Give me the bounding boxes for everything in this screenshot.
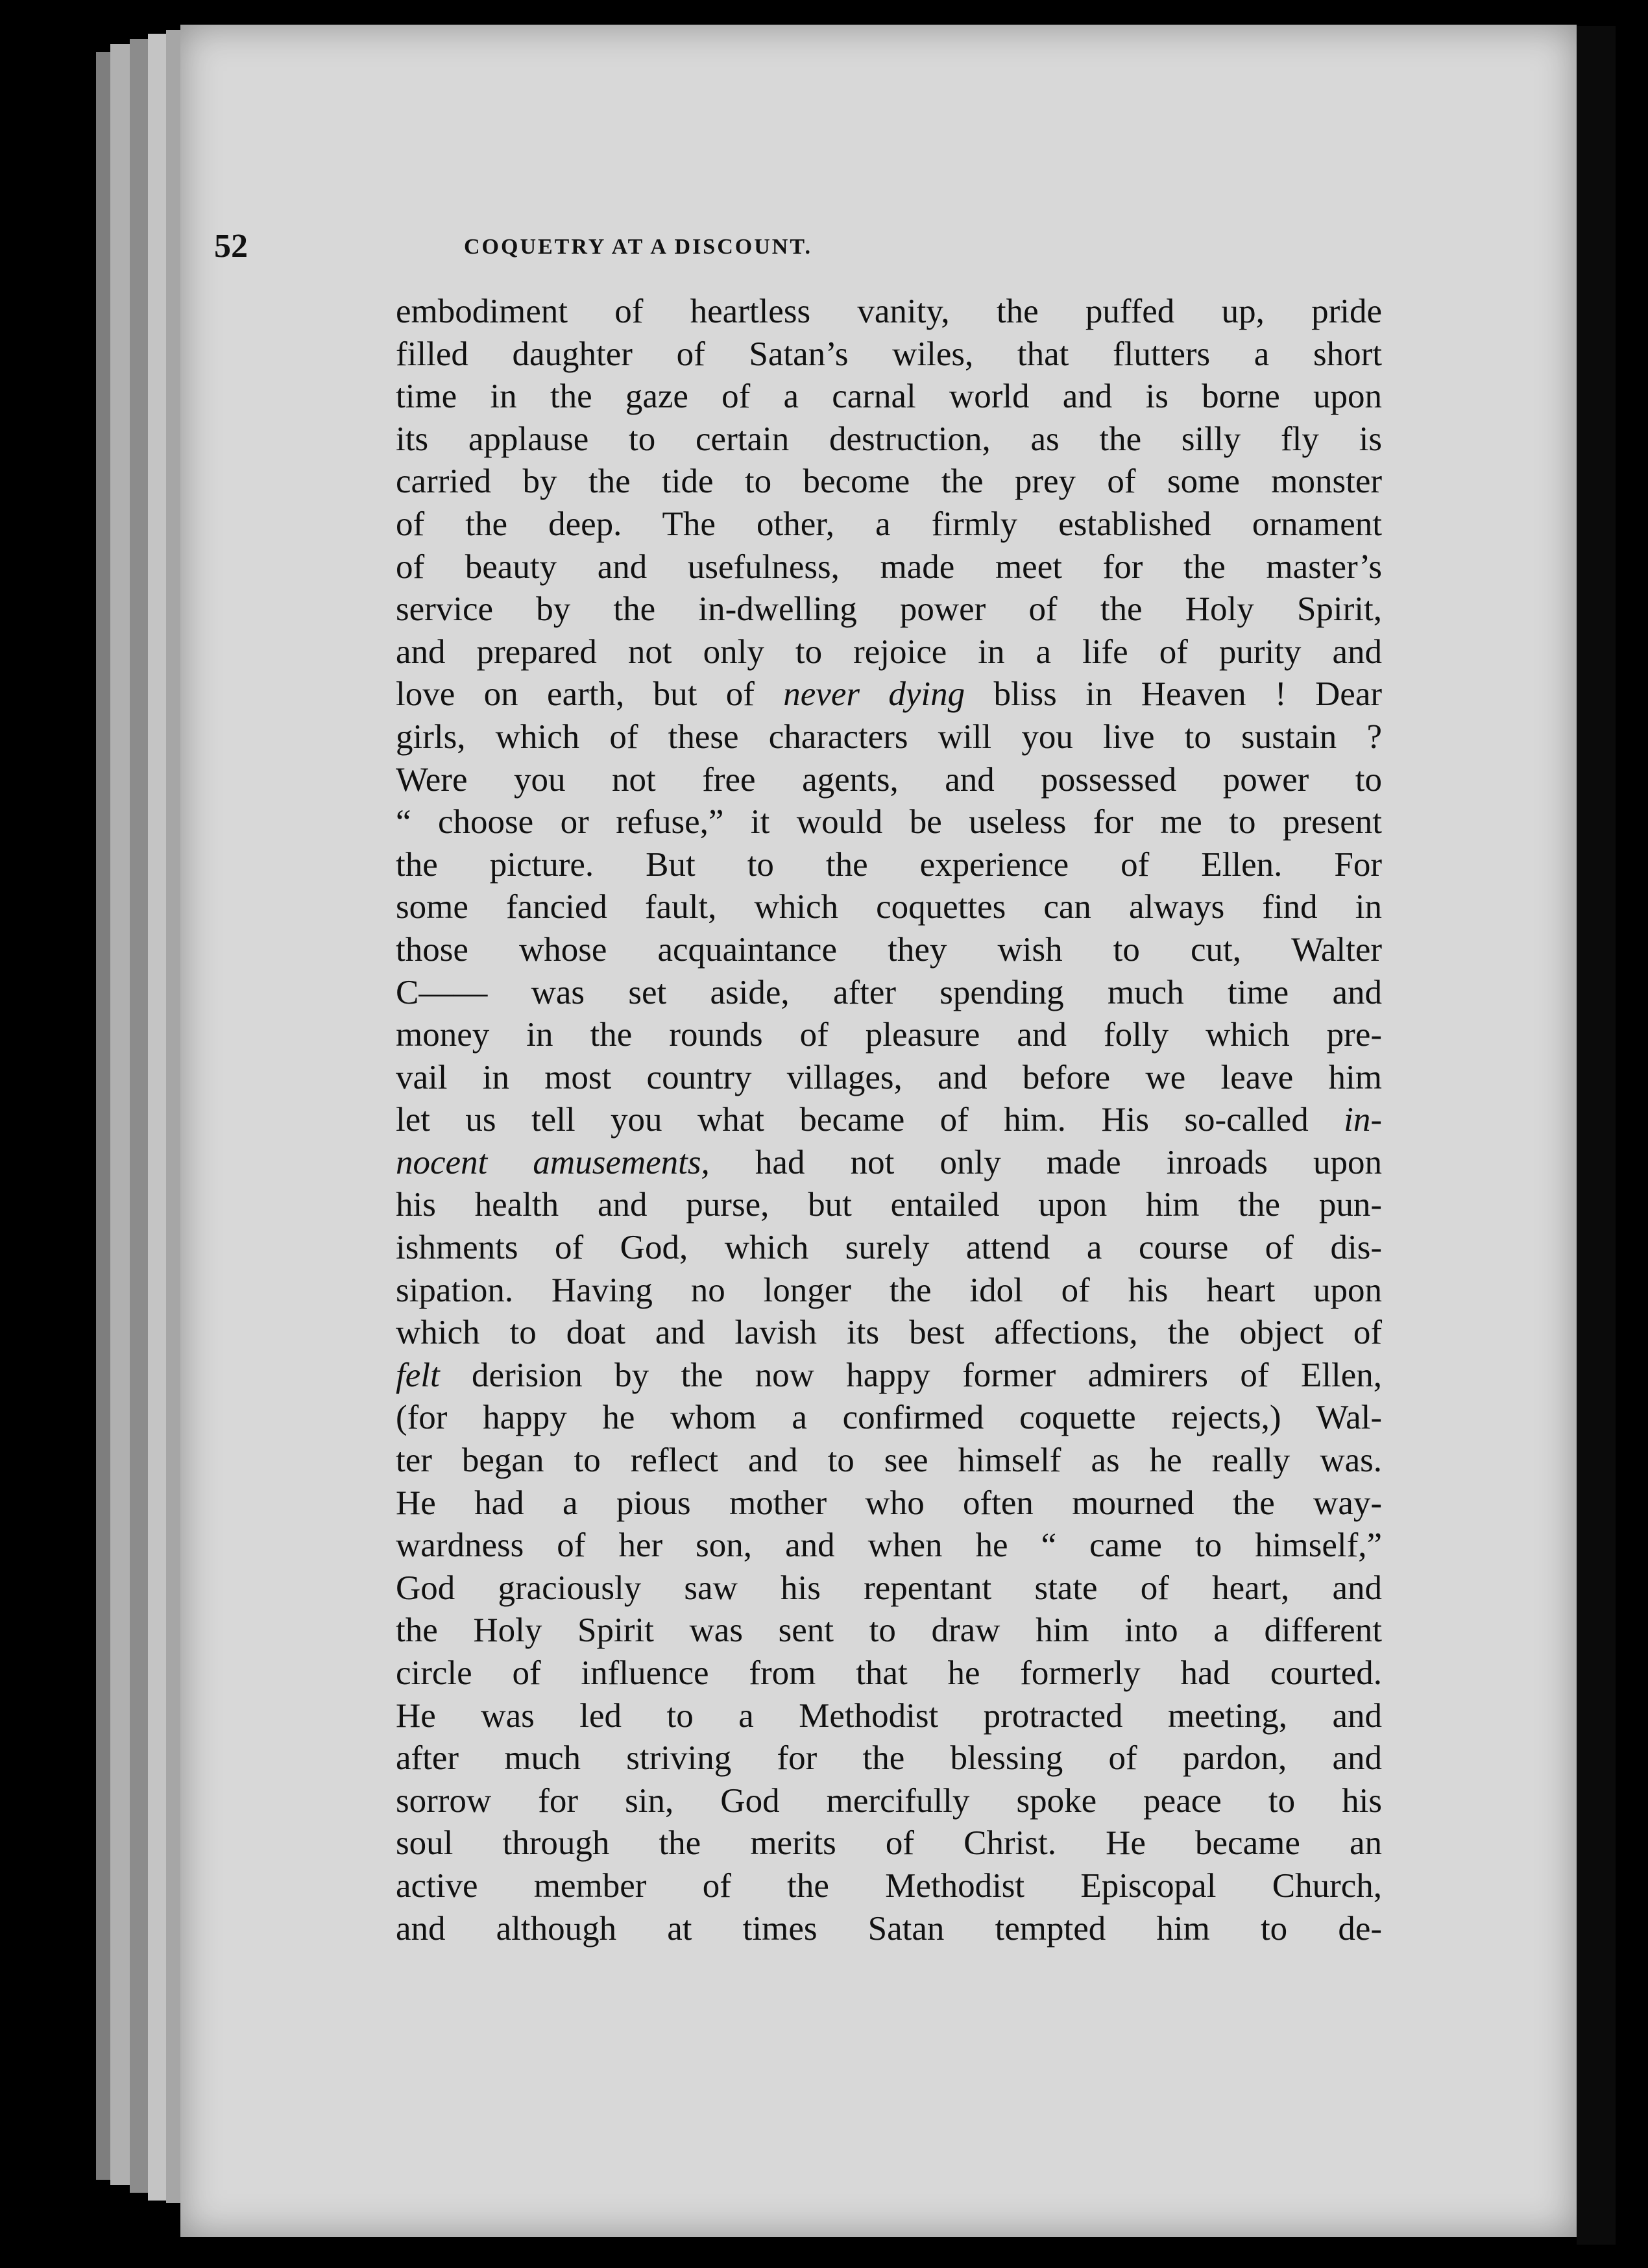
- text-line: active member of the Methodist Episcopal Church,: [396, 1866, 1382, 1905]
- text-line: ter began to reflect and to see himself as he really was.: [396, 1442, 1382, 1480]
- text-line: its applause to certain destruction, as the silly fly is: [396, 420, 1382, 458]
- text-line: and although at times Satan tempted him to de-: [396, 1909, 1382, 1948]
- text-line: the Holy Spirit was sent to draw him into a different: [396, 1611, 1382, 1650]
- text-line: some fancied fault, which coquettes can always find in: [396, 888, 1382, 926]
- text-line: sipation. Having no longer the idol of his heart upon: [396, 1271, 1382, 1309]
- page-number: 52: [214, 228, 248, 265]
- text-line: those whose acquaintance they wish to cut, Walter: [396, 930, 1382, 969]
- text-line: girls, which of these characters will you live to sustain ?: [396, 718, 1382, 756]
- text-line: embodiment of heartless vanity, the puffed up, pride: [396, 293, 1382, 330]
- text-line: [396, 673, 1382, 716]
- text-line: ishments of God, which surely attend a course of dis-: [396, 1229, 1382, 1267]
- page-header: [214, 227, 1382, 272]
- text-line: sorrow for sin, God mercifully spoke peace to his: [396, 1781, 1382, 1820]
- text-line: money in the rounds of pleasure and folly which pre-: [396, 1016, 1382, 1054]
- text-run: love on earth, but of: [396, 675, 784, 714]
- text-line: C—— was set aside, after spending much time and: [396, 973, 1382, 1011]
- italic-text: never dying: [783, 675, 965, 714]
- text-line: service by the in-dwelling power of the Holy Spirit,: [396, 590, 1382, 629]
- text-line: after much striving for the blessing of pardon, and: [396, 1739, 1382, 1778]
- text-line: his health and purse, but entailed upon him the pun-: [396, 1186, 1382, 1224]
- text-line: Were you not free agents, and possessed power to: [396, 760, 1382, 799]
- text-line: “ choose or refuse,” it would be useless for me to present: [396, 803, 1382, 841]
- text-run: had not only made inroads upon: [709, 1143, 1382, 1181]
- text-line: vail in most country villages, and before we leave him: [396, 1058, 1382, 1096]
- text-line: circle of influence from that he formerly had courted.: [396, 1654, 1382, 1692]
- text-line: carried by the tide to become the prey of some monster: [396, 463, 1382, 501]
- italic-text: felt: [396, 1356, 440, 1394]
- text-line: God graciously saw his repentant state of heart, and: [396, 1569, 1382, 1607]
- text-line: [396, 1142, 1382, 1185]
- body-text: [396, 291, 1382, 2107]
- text-line: He had a pious mother who often mourned the way-: [396, 1484, 1382, 1522]
- italic-text: nocent amusements,: [396, 1143, 710, 1181]
- italic-text: in-: [1344, 1101, 1382, 1139]
- text-run: bliss in Heaven ! Dear: [965, 675, 1382, 714]
- text-run: let us tell you what became of him. His so-called: [396, 1101, 1344, 1139]
- text-line: which to doat and lavish its best affections, the object of: [396, 1314, 1382, 1352]
- text-line: of beauty and usefulness, made meet for the master’s: [396, 548, 1382, 586]
- text-line: time in the gaze of a carnal world and is borne upon: [396, 378, 1382, 416]
- text-line: (for happy he whom a confirmed coquette rejects,) Wal-: [396, 1399, 1382, 1437]
- text-line: of the deep. The other, a firmly established ornament: [396, 505, 1382, 543]
- text-line: the picture. But to the experience of Ellen. For: [396, 845, 1382, 884]
- text-line: [396, 1355, 1382, 1397]
- text-line: wardness of her son, and when he “ came to himself,”: [396, 1526, 1382, 1565]
- text-line: filled daughter of Satan’s wiles, that flutters a short: [396, 335, 1382, 373]
- text-line: [396, 1099, 1382, 1142]
- right-margin-shadow: [1577, 26, 1616, 2245]
- text-line: and prepared not only to rejoice in a life of purity and: [396, 633, 1382, 671]
- text-run: derision by the now happy former admirers of Ellen,: [439, 1356, 1382, 1394]
- text-line: He was led to a Methodist protracted meeting, and: [396, 1696, 1382, 1735]
- text-line: soul through the merits of Christ. He became an: [396, 1824, 1382, 1863]
- running-head: COQUETRY AT A DISCOUNT.: [464, 235, 812, 259]
